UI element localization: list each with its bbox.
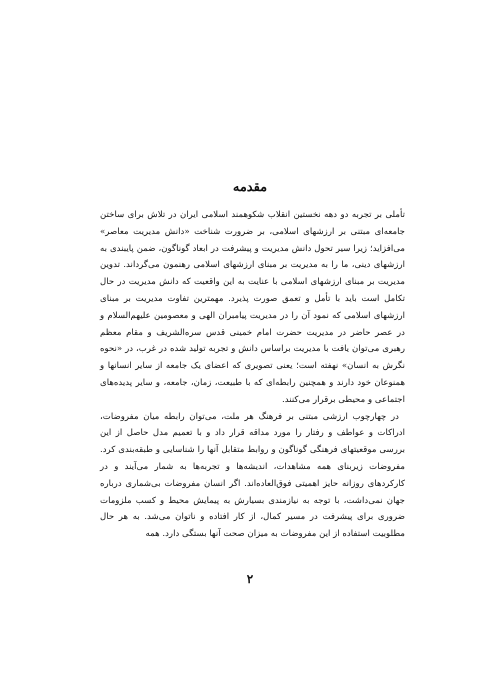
- page-number: ۲: [246, 572, 254, 586]
- body-text: [100, 207, 405, 543]
- paragraph-2: در چهارچوب ارزشی مبتنی بر فرهنگ هر ملت، می‌توان رابطه میان مفروضات، ادراکات و عواطف و رفتار را مورد مداقه قرار داد و با تعمیم مدل حاصل از این بررسی موقعیتهای فرهنگی گوناگون و روابط متقابل آنها را شناسایی و طبقه‌بندی کرد. مفروضات زیربنای همه مشاهدات، اندیشه‌ها و تجربه‌ها به شمار می‌آیند و در کارکردهای روزانه حایز اهمیتی فوق‌العاده‌اند. اگر انسان مفروضات بی‌شماری درباره جهان نمی‌داشت، با توجه به نیازمندی بسیارش به پیمایش محیط و کسب ملزومات ضروری برای پیشرفت در مسیر کمال، از کار افتاده و ناتوان می‌شد. به هر حال مطلوبیت استفاده از این مفروضات به میزان صحت آنها بستگی دارد. همه: [100, 411, 405, 540]
- paragraph-1: تأملی بر تجربه دو دهه نخستین انقلاب شکوهمند اسلامی ایران در تلاش برای ساختن جامعه‌ای مبتنی بر ارزشهای اسلامی، بر ضرورت شناخت «دانش مدیریت معاصر» می‌افزاید؛ زیرا سیر تحول دانش مدیریت و پیشرفت در ابعاد گوناگون، ضمن پایبندی به ارزشهای دینی، ما را به مدیریت بر مبنای ارزشهای اسلامی رهنمون می‌گرداند. تدوین مدیریت بر مبنای ارزشهای اسلامی با عنایت به این واقعیت که دانش مدیریت در حال تکامل است باید با تأمل و تعمق صورت پذیرد. مهمترین تفاوت مدیریت بر مبنای ارزشهای اسلامی که نمود آن را در مدیریت پیامبران الهی و معصومین علیهم‌السلام و در عصر حاضر در مدیریت حضرت امام خمینی قدس سره‌الشریف و مقام معظم رهبری می‌توان یافت با مدیریت براساس دانش و تجربه تولید شده در غرب، در «نحوه نگرش به انسان» نهفته است؛ یعنی تصویری که اعضای یک جامعه از سایر انسانها و همنوعان خود دارند و همچنین رابطه‌ای که با طبیعت، زمان، جامعه، و سایر پدیده‌های اجتماعی و محیطی برقرار می‌کنند.: [100, 210, 405, 405]
- page-heading: مقدمه: [232, 180, 268, 195]
